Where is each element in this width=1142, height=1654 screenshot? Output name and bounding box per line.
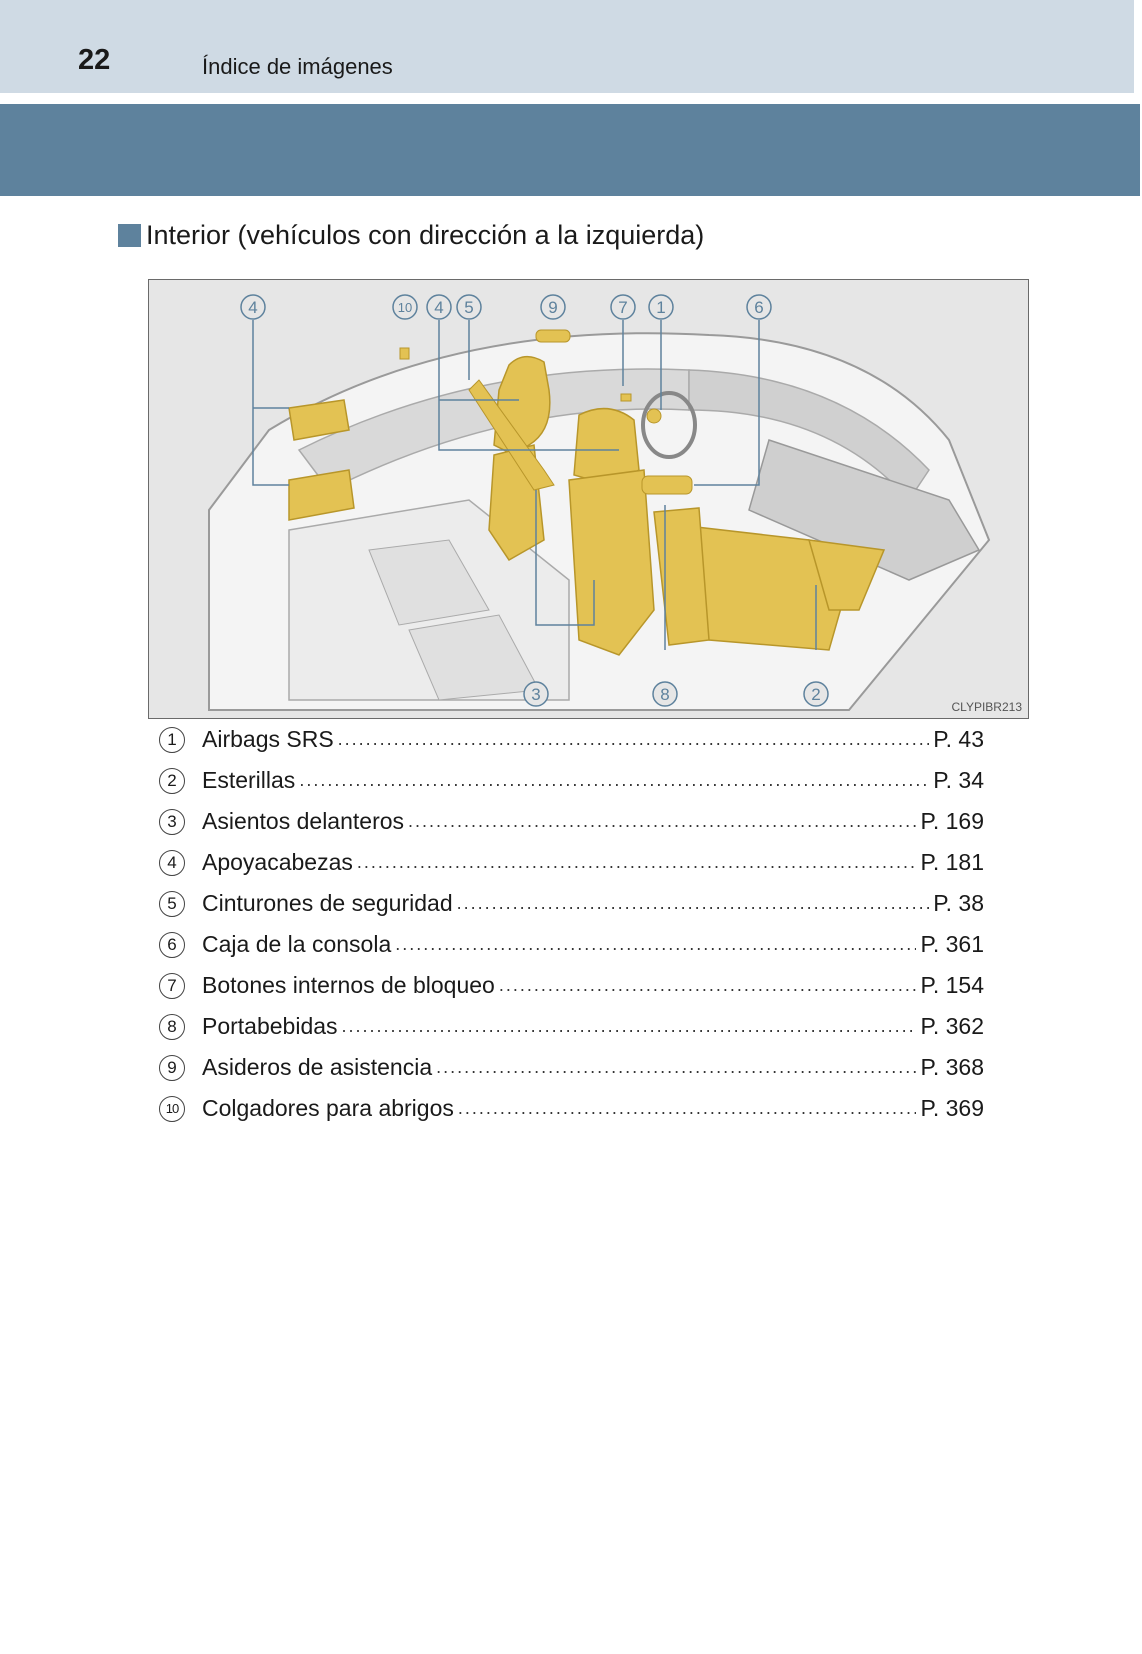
item-label: Asideros de asistencia [202, 1054, 433, 1080]
callout-3 [524, 682, 548, 706]
item-number: 7 [159, 973, 185, 999]
item-number: 9 [159, 1055, 185, 1081]
item-number: 1 [159, 727, 185, 753]
callout-10 [393, 295, 417, 319]
list-item [158, 801, 984, 842]
callout-4b [427, 295, 451, 319]
header-edge [1134, 0, 1142, 93]
item-label: Apoyacabezas [202, 849, 353, 875]
list-item [158, 719, 984, 760]
svg-text:1: 1 [656, 298, 666, 317]
list-item [158, 924, 984, 965]
interior-illustration [148, 279, 1029, 719]
item-label: Esterillas [202, 767, 296, 793]
header-title: Índice de imágenes [202, 54, 393, 79]
page-ref[interactable]: P. 181 [920, 849, 984, 875]
callout-4a [241, 295, 265, 319]
svg-text:4: 4 [434, 298, 444, 317]
section-heading [118, 218, 704, 252]
page-ref[interactable]: P. 361 [920, 931, 984, 957]
page-ref[interactable]: P. 38 [933, 890, 984, 916]
list-item [158, 1088, 984, 1129]
svg-text:7: 7 [618, 298, 628, 317]
svg-text:4: 4 [248, 298, 258, 317]
item-number: 10 [159, 1096, 185, 1122]
svg-text:9: 9 [548, 298, 558, 317]
dot-leader [338, 729, 930, 750]
page-ref[interactable]: P. 154 [920, 972, 984, 998]
dot-leader [395, 934, 916, 955]
item-number: 3 [159, 809, 185, 835]
item-number: 5 [159, 891, 185, 917]
page-ref[interactable]: P. 34 [933, 767, 984, 793]
section-square-icon [118, 224, 141, 247]
svg-text:5: 5 [464, 298, 474, 317]
svg-text:3: 3 [531, 685, 541, 704]
svg-text:2: 2 [811, 685, 821, 704]
dot-leader [436, 1057, 916, 1078]
legend-list [158, 719, 984, 1129]
dot-leader [342, 1016, 917, 1037]
svg-text:6: 6 [754, 298, 764, 317]
callout-9 [541, 295, 565, 319]
callout-2 [804, 682, 828, 706]
item-label: Asientos delanteros [202, 808, 405, 834]
page-ref[interactable]: P. 43 [933, 726, 984, 752]
dot-leader [408, 811, 916, 832]
callout-1 [649, 295, 673, 319]
list-item [158, 842, 984, 883]
item-label: Caja de la consola [202, 931, 392, 957]
list-item [158, 1047, 984, 1088]
list-item [158, 1006, 984, 1047]
callout-6 [747, 295, 771, 319]
svg-text:10: 10 [397, 300, 413, 315]
callout-7 [611, 295, 635, 319]
item-number: 2 [159, 768, 185, 794]
item-label: Airbags SRS [202, 726, 334, 752]
page-ref[interactable]: P. 368 [920, 1054, 984, 1080]
dot-leader [457, 893, 930, 914]
section-title: Interior (vehículos con dirección a la izquierda) [146, 219, 705, 250]
dot-leader [458, 1098, 917, 1119]
car-interior-drawing [149, 280, 1028, 718]
dot-leader [299, 770, 929, 791]
page-ref[interactable]: P. 362 [920, 1013, 984, 1039]
chapter-band [0, 104, 1142, 196]
dot-leader [499, 975, 917, 996]
dot-leader [357, 852, 917, 873]
item-number: 8 [159, 1014, 185, 1040]
item-label: Botones internos de bloqueo [202, 972, 495, 998]
item-label: Portabebidas [202, 1013, 338, 1039]
page-number: 22 [78, 44, 111, 76]
callout-8 [653, 682, 677, 706]
item-number: 4 [159, 850, 185, 876]
list-item [158, 965, 984, 1006]
item-label: Colgadores para abrigos [202, 1095, 454, 1121]
page-ref[interactable]: P. 369 [920, 1095, 984, 1121]
list-item [158, 883, 984, 924]
page-ref[interactable]: P. 169 [920, 808, 984, 834]
item-label: Cinturones de seguridad [202, 890, 453, 916]
item-number: 6 [159, 932, 185, 958]
figure-code: CLYPIBR213 [951, 700, 1022, 714]
header-band [0, 0, 1142, 93]
svg-text:8: 8 [660, 685, 670, 704]
callout-5 [457, 295, 481, 319]
list-item [158, 760, 984, 801]
